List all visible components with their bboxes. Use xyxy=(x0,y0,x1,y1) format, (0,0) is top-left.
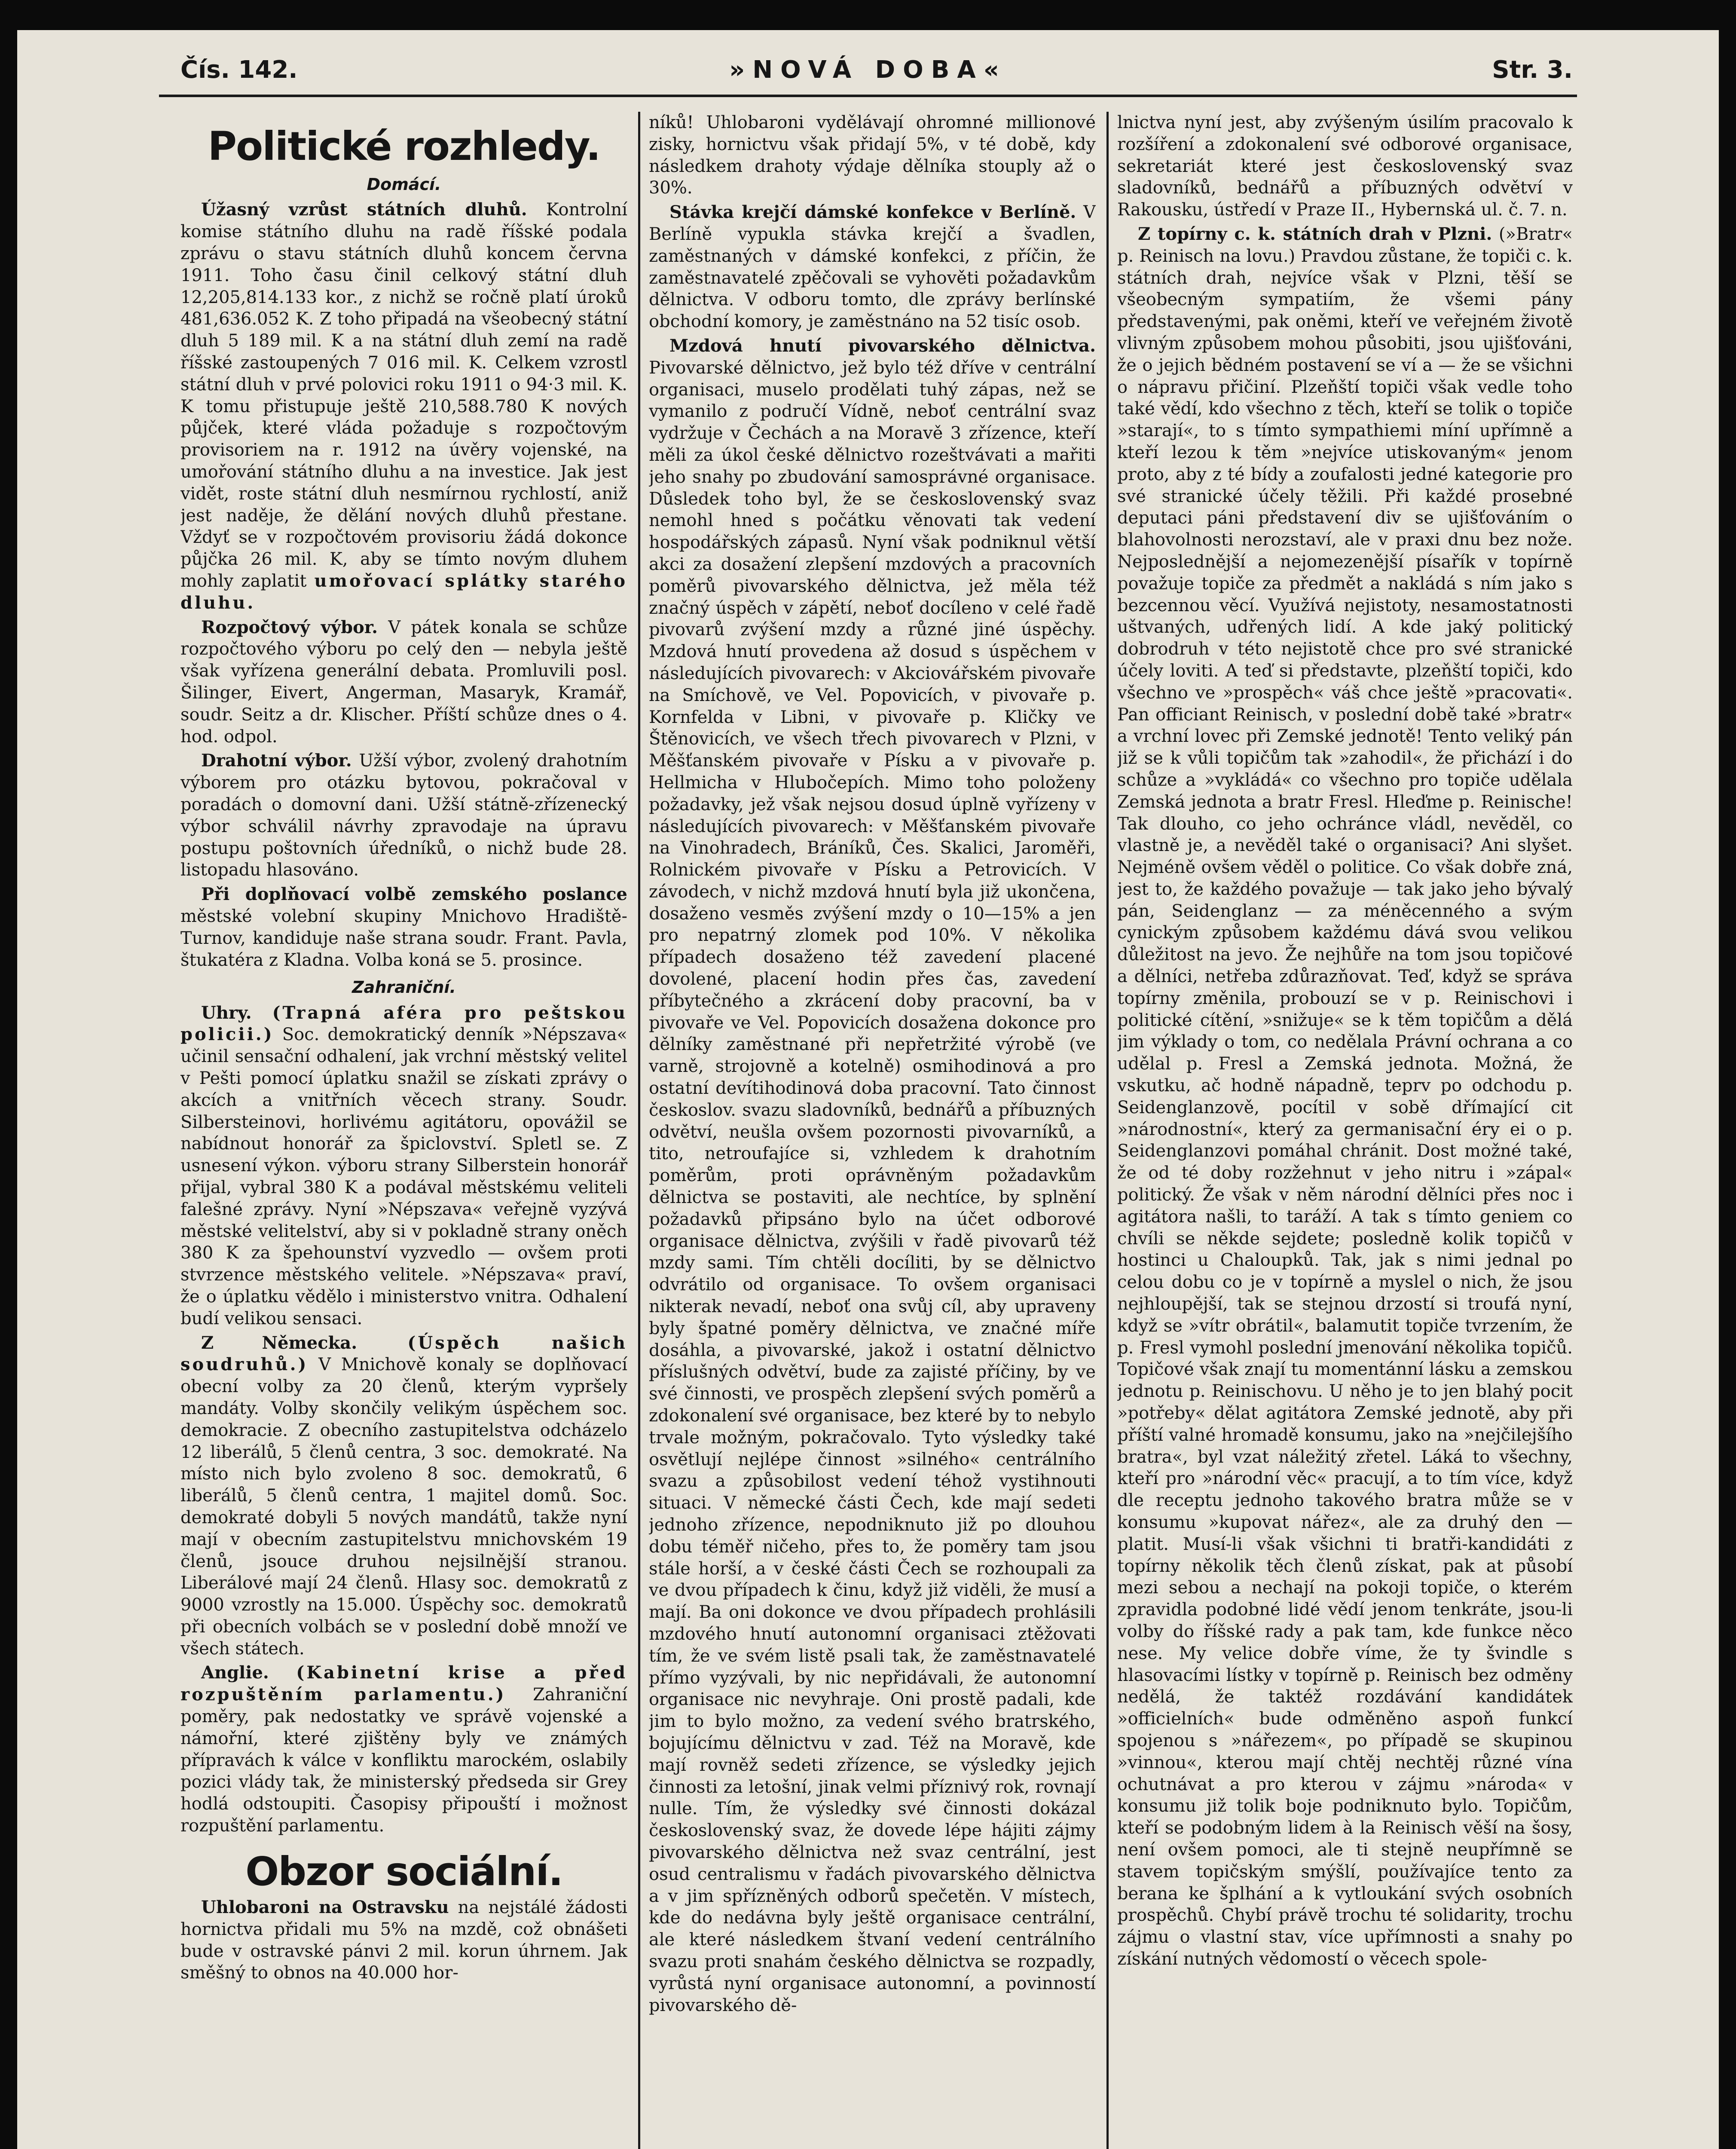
subheading-foreign: Zahraniční. xyxy=(352,978,456,997)
newspaper-title: »NOVÁ DOBA« xyxy=(729,56,1007,84)
section-heading-political: Politické rozhledy. xyxy=(208,123,600,169)
article-coal-barons-cont: níků! Uhlobaroni vydělávají ohromné millionové zisky, hornictvu však přidají 5%, v té době, kdy následkem drahoty výdaje dělníka stouply až o 30%. xyxy=(649,113,1096,198)
header-rule xyxy=(159,95,1577,97)
article-plzen-stokers: Z topírny c. k. státních drah v Plzni. (»Bratr« p. Reinisch na lovu.) Pravdou zůstane, že topiči c. k. státních drah, nejvíce však v Plzni, těší se všeobecným sympatiím, že všemi pány představenými, pak oněmi, kteří ve veřejném životě vlivným způsobem mohou působiti, jsou ujišťováni, že o jejich bědném postavení se ví a — že se všichni o nápravu přičiní. Plzeňští topiči však vedle toho také vědí, kdo všechno z těch, kteří se tolik o topiče »starají«, to s tímto sympathiemi míní upřímně a kteří lezou k těm »nejvíce utiskovaným« jenom proto, aby z té bídy a zoufalosti jedné kategorie pro své stranické účely těžili. Při každé prosebné deputaci páni představení div se ujišťováním o blahovolnosti nerozstaví, ale v praxi dnu bez nože. Nejposlednější a nejomezenější písařík v topírně považuje topiče za předmět a nakládá s ním jako s bezcennou věcí. Využívá nejistoty, nesamostatnosti uštvaných, udřených lidí. A kde jaký politický dobrodruh v této nejistotě chce pro své stranické účely loviti. A teď si představte, plzeňští topiči, kdo všechno ve »prospěch« váš chce ještě »pracovati«. Pan officiant Reinisch, v poslední době také »bratr« a vrchní lovec při Zemské jednotě! Tento veliký pán již se k vůli topičům tak »zahodil«, že přichází i do schůze a »vykládá« co všechno pro topiče udělala Zemská jednota a bratr Fresl. Hleďme p. Reinische! Tak dlouho, co jeho ochránce vládl, nevěděl, co vlastně je, a nevěděl také o organisaci? Ani slyšet. Nejméně ovšem věděl o politice. Co však dobře zná, jest to, že každého považuje — tak jako jeho bývalý pán, Seidenglanz — za méněcenného a svým cynickým způsobem každému dává svou velikou důležitost na jevo. Že nejhůře na tom jsou topičové a dělníci, netřeba zdůrazňovat. Teď, když se správa topírny změnila, probouzí se v p. Reinischovi i politické cítění, »snižuje« se k těm topičům a dělá jim výklady o tom, co nedělala Právní ochrana a co udělal p. Fresl a Zemská jednota. Možná, že vskutku, ač hodně nápadně, teprv po odchodu p. Seidenglanzově, pocítil v sobě dřímající cit »národnostní«, který za germanisační éry ei o p. Seidenglanzovi pomáhal chránit. Dost možné také, že od té doby rozžehnut v jeho nitru i »zápal« politický. Že však v něm národní dělníci přes noc i agitátora našli, to taráží. A tak s tímto geniem co chvíli se někde sejdete; posledně kolik topičů v hostinci u Chaloupků. Tak, jak s nimi jednal po celou dobu co je v topírně a myslel o nich, že jsou nejhloupější, tak se stejnou drzostí si troufá nyní, když se »vítr obrátil«, balamutit topiče tvrzením, že p. Fresl vymohl poslední jmenování několika topičů. Topičové však znají tu momentánní lásku a zemskou jednotu p. Reinischovu. U něho je to jen blahý pocit »potřeby« dělat agitátora Zemské jednotě, aby při příští valné hromadě konsumu, jako na »nejčilejšího bratra«, byl vzat náležitý zřetel. Láká to všechny, kteří pro »národní věc« pracují, a to tím více, když dle receptu jednoho takového bratra může se v konsumu »kupovat nářez«, ale za druhý den — platit. Musí-li však všichni ti bratři-kandidáti z topírny několik těch členů získat, pak at působí mezi sebou a nechají na pokoji topiče, o kterém zpravidla podobné lidé vědí jenom tenkráte, jsou-li volby do říšské rady a pak tam, kde funkce něco nese. My velice dobře víme, že ty švindle s hlasovacími lístky v topírně p. Reinisch bez odměny nedělá, že taktéž rozdávání kandidátek »officielních« bude odměněno aspoň funkcí spojenou s »nářezem«, po případě se skupinou »vinnou«, kterou mají chtěj nechtěj různé vína ochutnávat a pro kterou v zájmu »národa« v konsumu již tolik boje podniknuto bylo. Topičům, kteří se podobným lidem à la Reinisch věší na šosy, není ovšem pomoci, ale ti stejně neupřímně se stavem topičským smýšlí, používajíce tento za berana ke šplhání a k vytloukání svých osobních prospěchů. Chybí právě trochu té solidarity, trochu zájmu o vlastní stav, více upřímnosti a snahy po získání nutných vědomostí o věcech spole- xyxy=(1117,223,1573,1969)
article-hungary: Uhry. (Trapná aféra pro peštskou policii.) Soc. demokratický denník »Népszava« učinil sensační odhalení, jak vrchní městský velitel v Pešti pomocí úplatku snažil se získati zprávy o akcích a vnitřních věcech strany. Soudr. Silbersteinovi, horlivému agitátoru, opovážil se nabídnout honorář za špiclovství. Spletl se. Z usnesení výkon. výboru strany Silberstein honorář přijal, vybral 380 K a podával městskému veliteli falešné zprávy. Nyní »Népszava« veřejně vyzývá městské velitelství, aby si v pokladně strany oněch 380 K za špehounství vyzvedlo — ovšem proti stvrzence městského velitele. »Népszava« praví, že o úplatku vědělo i ministerstvo vnitra. Odhalení budí velikou sensaci. xyxy=(180,1002,627,1329)
column-divider-1 xyxy=(638,112,640,2149)
article-state-debt: Úžasný vzrůst státních dluhů. Kontrolní komise státního dluhu na radě říšské podala zprávu o stavu státních dluhů koncem června 1911. Toho času činil celkový státní dluh 12,205,814.133 kor., z nichž se ročně platí úroků 481,636.052 K. Z toho připadá na všeobecný státní dluh 5 189 mil. K a na státní dluh zemí na radě říšské zastoupených 7 016 mil. K. Celkem vzrostl státní dluh v prvé polovici roku 1911 o 94·3 mil. K. K tomu přistupuje ještě 210,588.780 K nových půjček, které vláda požaduje s rozpočtovým provisoriem na r. 1912 na úvěry vojenské, na umořování státního dluhu a na investice. Jak jest vidět, roste státní dluh nesmírnou rychlostí, aniž jest naděje, že dělání nových dluhů přestane. Vždyť se v rozpočtovém provisoriu žádá dokonce půjčka 26 mil. K, aby se tímto novým dluhem mohly zaplatit umořovací splátky starého dluhu. xyxy=(180,199,627,613)
article-brewery-workers-cont: lnictva nyní jest, aby zvýšeným úsilím pracovalo k rozšíření a zdokonalení své odborové organisace, sekretariát které jest československý svaz sladovníků, bednářů a příbuzných odvětví v Rakousku, ústředí v Praze II., Hybernská ul. č. 7. n. xyxy=(1117,113,1573,220)
article-england: Anglie. (Kabinetní krise a před rozpuštěním parlamentu.) Zahraniční poměry, pak nedostatky ve správě vojenské a námořní, které zjištěny byly ve známých přípravách k válce v konfliktu marockém, oslabily pozici vlády tak, že ministerský předseda sir Grey hodlá odstoupiti. Časopisy připouští i možnost rozpuštění parlamentu. xyxy=(180,1662,627,1836)
article-budget-committee: Rozpočtový výbor. V pátek konala se schůze rozpočtového výboru po celý den — nebyla ještě však vyřízena generální debata. Promluvili posl. Šilinger, Eivert, Angerman, Masaryk, Kramář, soudr. Seitz a dr. Klischer. Příští schůze dnes o 4. hod. odpol. xyxy=(180,617,627,747)
newspaper-page xyxy=(17,30,1719,2149)
article-brewery-workers: Mzdová hnutí pivovarského dělnictva. Pivovarské dělnictvo, jež bylo též dříve v centrální organisaci, muselo prodělati tuhý zápas, než se vymanilo z područí Vídně, neboť centrální svaz vydržuje v Čechách a na Moravě 3 zřízence, kteří měli za úkol české dělnictvo rozeštvávati a mařiti jeho snahy po zbudování samosprávné organisace. Důsledek toho byl, že se československý svaz nemohl hned s počátku věnovati tak vedení hospodářských zápasů. Nyní však podniknul větší akci za dosažení zlepšení mzdových a pracovních poměrů pivovarského dělnictva, jež měla též značný úspěch v zápětí, neboť docíleno v celé řadě pivovarů zvýšení mzdy a různé jiné úspěchy. Mzdová hnutí provedena až dosud s úspěchem v následujících pivovarech: v Akciovářském pivovaře na Smíchově, ve Vel. Popovicích, v pivovaře p. Kornfelda v Libni, v pivovaře p. Kličky ve Štěnovicích, ve všech třech pivovarech v Plzni, v Měšťanském pivovaře v Písku a v pivovaře p. Hellmicha v Hlubočepích. Mimo toho položeny požadavky, jež však nejsou dosud úplně vyřízeny v následujících pivovarech: v Měšťanském pivovaře na Vinohradech, Bráníků, Čes. Skalici, Jaroměři, Rolnickém pivovaře v Písku a Petrovicích. V závodech, v nichž mzdová hnutí byla již ukončena, dosaženo vesměs zvýšení mzdy o 10—15% a jen pro nepatrný zlomek pod 10%. V několika případech dosaženo též zavedení placené dovolené, placení hodin přes čas, zavedení příbytečného a zkrácení doby pracovní, ba v pivovaře ve Vel. Popovicích dosažena dokonce pro dělníky zaměstnané při nepřetržité výrobě (ve varně, strojovně a kotelně) osmihodinová a pro ostatní devítihodinová doba pracovní. Tato činnost českoslov. svazu sladovníků, bednářů a příbuzných odvětví, neušla ovšem pozornosti pivovarníků, a tito, netroufajíce si, vzhledem k drahotním poměrům, proti oprávněným požadavkům dělnictva se postaviti, ale nechtíce, by splnění požadavků připsáno bylo na účet odborové organisace dělnictva, zvýšili v řadě pivovarů též mzdy sami. Tím chtěli docíliti, by se dělnictvo odvrátilo od organisace. To ovšem organisaci nikterak nevadí, neboť ona svůj cíl, aby upraveny byly špatné poměry dělnictva, ve značné míře dosáhla, a pivovarské, jakož i ostatní dělnictvo příslušných odvětví, bude za zajisté příčiny, by ve své činnosti, ve prospěch zlepšení svých poměrů a zdokonalení své organisace, bez které by to nebylo trvale možným, pokračovalo. Tyto výsledky také osvětlují nejlépe činnost »silného« centrálního svazu a způsobilost vedení téhož vystihnouti situaci. V německé části Čech, kde mají sedeti jednoho zřízence, nepodniknuto již po dlouhou dobu téměř ničeho, přes to, že poměry tam jsou stále horší, a v české části Čech se rozhoupali za ve dvou případech k činu, když již viděli, že musí a mají. Ba oni dokonce ve dvou případech prohlásili mzdového hnutí autonomní organisaci ztěžovati tím, že ve svém listě psali tak, že zaměstnavatelé přímo vyzývali, by nic nepřidávali, že autonomní organisace nic nevyhraje. Oni prostě padali, kde jim to bylo možno, za vedení svého bratrského, bojujícímu dělnictvu v zad. Též na Moravě, kde mají rovněž sedeti zřízence, se výsledky jejich činnosti za letošní, jinak velmi příznivý rok, rovnají nulle. Tím, že výsledky své činnosti dokázal československý svaz, že dovede lépe hájiti zájmy pivovarského dělnictva než svaz centrální, jest osud centralismu v řadách pivovarského dělnictva a v jim spřízněných odborů spečetěn. V místech, kde do nedávna byly ještě organisace centrální, ale které následkem štvaní vedení centrálního svazu proti snahám českého dělnictva se rozpadly, vyrůstá nyní organisace autonomní, a povinností pivovarského dě- xyxy=(649,335,1096,2015)
article-germany: Z Německa. (Úspěch našich soudruhů.) V Mnichově konaly se doplňovací obecní volby za 20 členů, kterým vypršely mandáty. Volby skončily velikým úspěchem soc. demokracie. Z obecního zastupitelstva odcházelo 12 liberálů, 5 členů centra, 3 soc. demokraté. Na místo nich bylo zvoleno 8 soc. demokratů, 6 liberálů, 5 členů centra, 1 majitel domů. Soc. demokraté dobyli 5 nových mandátů, takže nyní mají v obecním zastupitelstvu mnichovském 19 členů, jsouce druhou nejsilnější stranou. Liberálové mají 24 členů. Hlasy soc. demokratů z 9000 vzrostly na 15.000. Úspěchy soc. demokratů při obecních volbách se v poslední době množí ve všech státech. xyxy=(180,1332,627,1659)
page-number: Str. 3. xyxy=(1492,56,1573,84)
article-coal-barons: Uhlobaroni na Ostravsku na nejstálé žádosti hornictva přidali mu 5% na mzdě, což obnášeti bude v ostravské pánvi 2 mil. korun úhrnem. Jak směšný to obnos na 40.000 hor- xyxy=(180,1897,627,1983)
section-heading-social: Obzor sociální. xyxy=(245,1848,562,1895)
article-inflation-committee: Drahotní výbor. Užší výbor, zvolený drahotním výborem pro otázku bytovou, pokračoval v poradách o domovní dani. Užší státně-zřízenecký výbor schválil návrhy zpravodaje na úpravu postupu poštovních úředníků, o nichž bude 28. listopadu hlasováno. xyxy=(180,750,627,880)
subheading-domestic: Domácí. xyxy=(367,175,441,194)
column-1 xyxy=(180,112,627,2149)
article-by-election: Při doplňovací volbě zemského poslance městské volební skupiny Mnichovo Hradiště-Turnov, kandiduje naše strana soudr. Frant. Pavla, štukatéra z Kladna. Volba koná se 5. prosince. xyxy=(180,884,627,970)
page-header xyxy=(17,30,1719,99)
column-3 xyxy=(1117,112,1573,2149)
article-berlin-strike: Stávka krejčí dámské konfekce v Berlíně. V Berlíně vypukla stávka krejčí a švadlen, zaměstnaných v dámské konfekci, z příčin, že zaměstnavatelé zpěčovali se vyhověti požadavkům dělnictva. V odboru tomto, dle zprávy berlínské obchodní komory, je zaměstnáno na 52 tisíc osob. xyxy=(649,202,1096,332)
column-divider-2 xyxy=(1106,112,1109,2149)
issue-number: Čís. 142. xyxy=(180,56,298,84)
column-2 xyxy=(649,112,1096,2149)
